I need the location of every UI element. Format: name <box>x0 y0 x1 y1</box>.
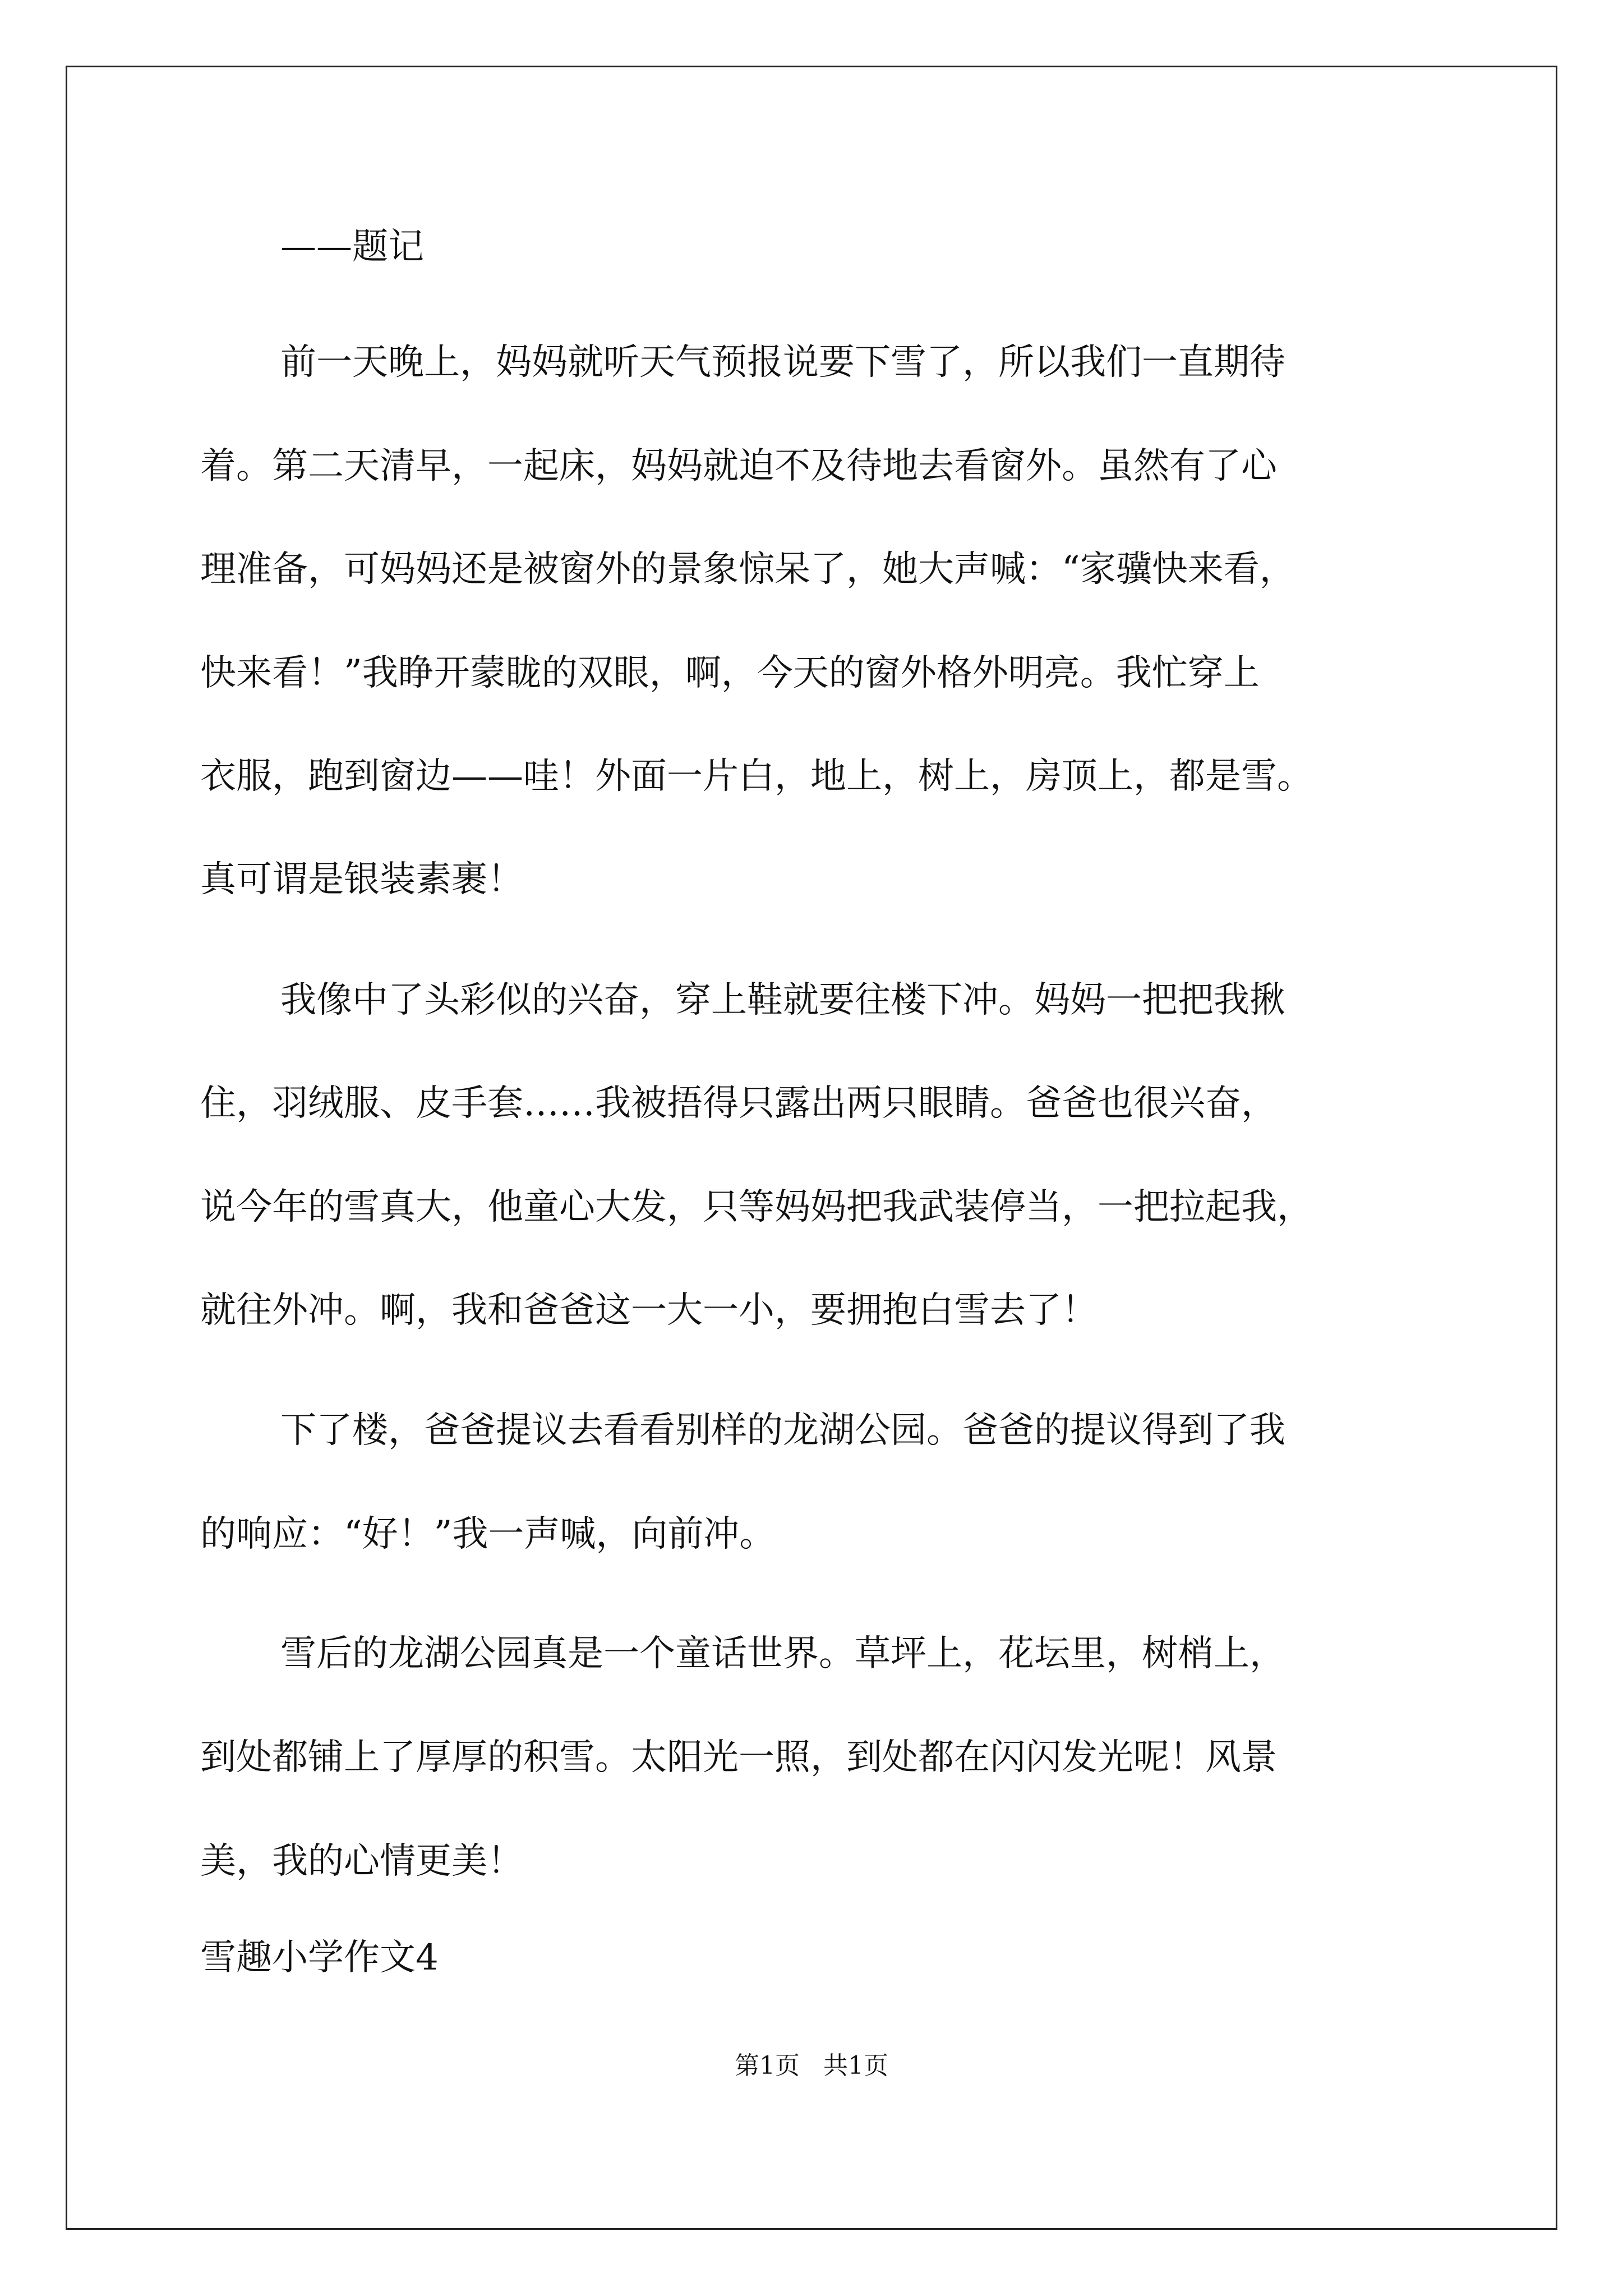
paragraph-4-line-2: 到处都铺上了厚厚的积雪。太阳光一照，到处都在闪闪发光呢！风景 <box>200 1737 1277 1778</box>
paragraph-1-line-5: 衣服，跑到窗边——哇！外面一片白，地上，树上，房顶上，都是雪。 <box>200 756 1313 797</box>
paragraph-2-line-2: 住，羽绒服、皮手套……我被捂得只露出两只眼睛。爸爸也很兴奋， <box>200 1083 1277 1124</box>
paragraph-3-line-1: 下了楼，爸爸提议去看看别样的龙湖公园。爸爸的提议得到了我 <box>280 1410 1285 1451</box>
paragraph-4-line-3: 美，我的心情更美！ <box>200 1841 523 1882</box>
paragraph-1-line-3: 理准备，可妈妈还是被窗外的景象惊呆了，她大声喊：“家骥快来看， <box>200 549 1295 590</box>
page-number-footer: 第1页 共1页 <box>735 2051 888 2080</box>
paragraph-2-line-1: 我像中了头彩似的兴奋，穿上鞋就要往楼下冲。妈妈一把把我揪 <box>280 979 1285 1021</box>
page-frame <box>66 66 1557 2230</box>
paragraph-2-line-3: 说今年的雪真大，他童心大发，只等妈妈把我武装停当，一把拉起我， <box>200 1186 1313 1228</box>
epigraph: ——题记 <box>280 226 424 268</box>
paragraph-4-line-1: 雪后的龙湖公园真是一个童话世界。草坪上，花坛里，树梢上， <box>280 1633 1285 1674</box>
paragraph-1-line-4: 快来看！”我睁开蒙眬的双眼，啊，今天的窗外格外明亮。我忙穿上 <box>200 652 1260 694</box>
paragraph-2-line-4: 就往外冲。啊，我和爸爸这一大一小，要拥抱白雪去了！ <box>200 1290 1098 1331</box>
paragraph-1-line-6: 真可谓是银装素裹！ <box>200 859 523 900</box>
paragraph-1-line-2: 着。第二天清早，一起床，妈妈就迫不及待地去看窗外。虽然有了心 <box>200 445 1277 487</box>
paragraph-3-line-2: 的响应：“好！”我一声喊，向前冲。 <box>200 1513 776 1555</box>
paragraph-1-line-1: 前一天晚上，妈妈就听天气预报说要下雪了，所以我们一直期待 <box>280 342 1285 383</box>
section-heading: 雪趣小学作文4 <box>200 1937 439 1978</box>
